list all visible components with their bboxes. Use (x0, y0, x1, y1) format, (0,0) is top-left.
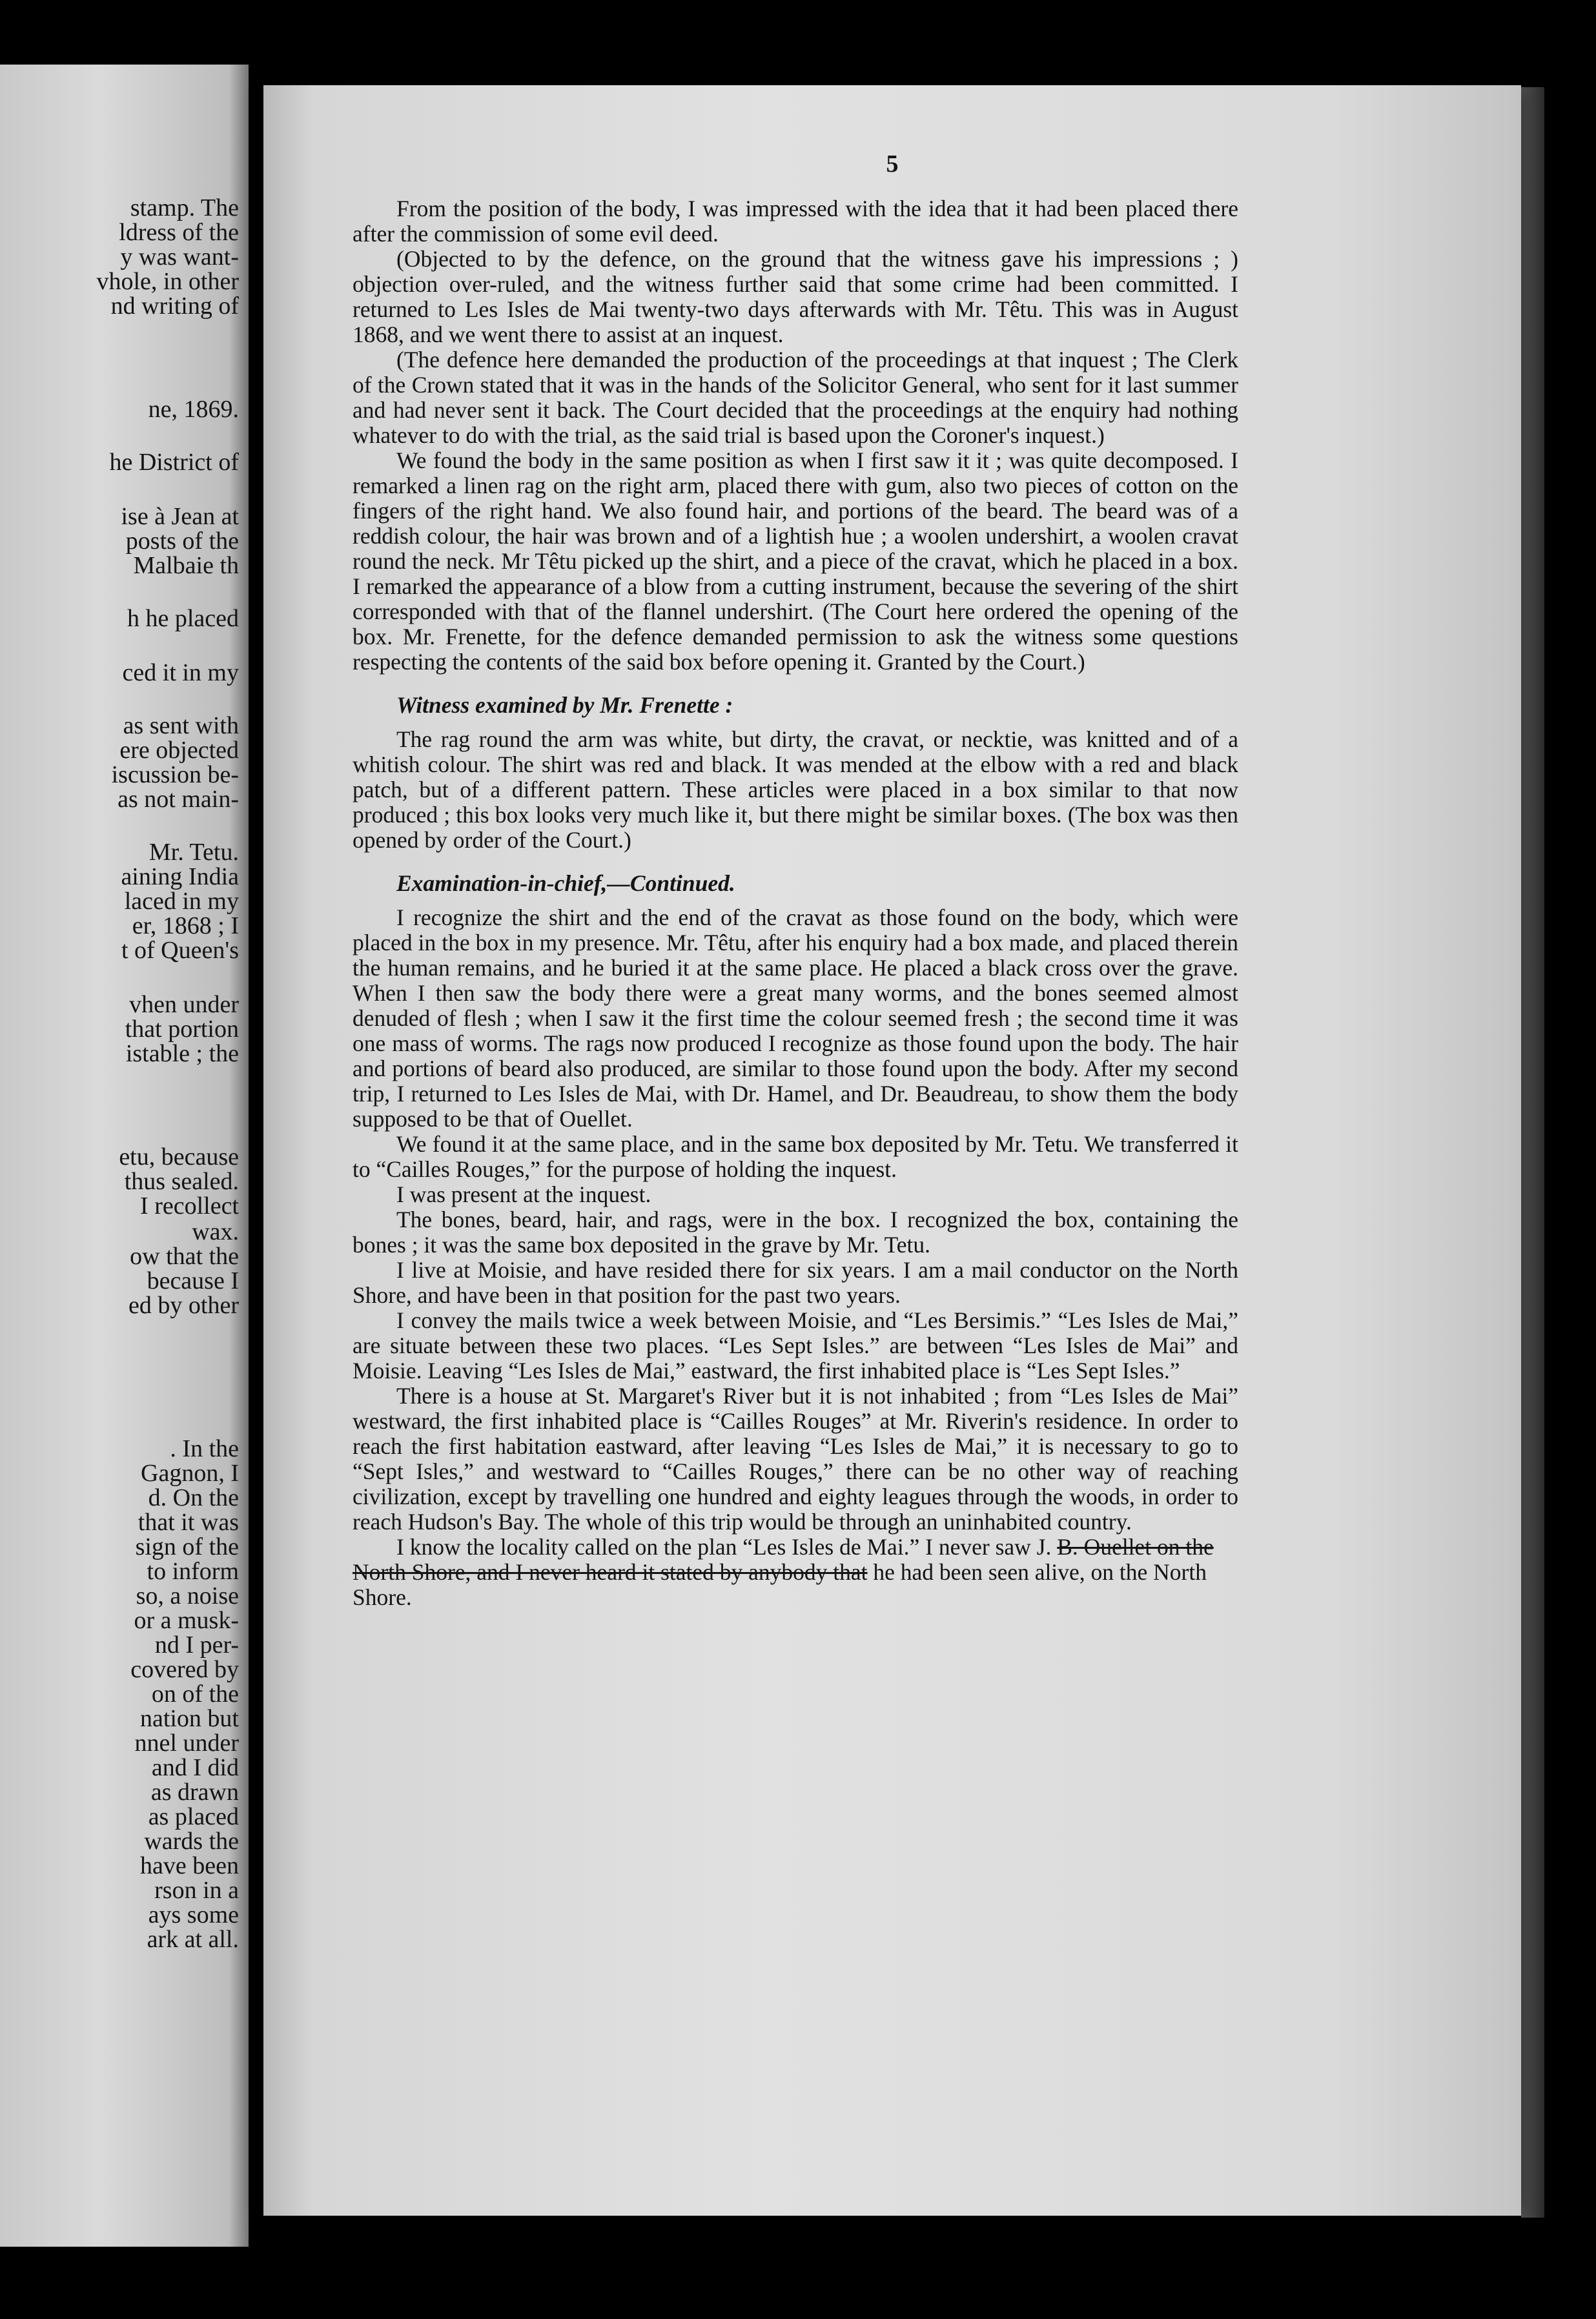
paragraph: There is a house at St. Margaret's River but it is not inhabited ; from “Les Isles de Mai” westward, the first inhabited place is “Cailles Rouges” at Mr. Riverin's residence. In order to reach the first habitation eastward, after leaving “Les Isles de Mai,” it is necessary to go to “Sept Isles,” and westward to “Cailles Rouges,” there can be no other way of reaching civilization, except by travelling one hundred and eighty leagues through the woods, in order to reach Hudson's Bay. The whole of this trip would be through an uninhabited country. (353, 1383, 1238, 1535)
previous-page-line: . In the (170, 1435, 239, 1462)
previous-page-line: Malbaie th (133, 552, 239, 579)
previous-page-line: vhen under (129, 991, 239, 1018)
previous-page-fragment (0, 65, 249, 2247)
previous-page-line: and I did (151, 1754, 239, 1781)
previous-page-line: because I (147, 1267, 239, 1294)
previous-page-line: ced it in my (122, 659, 239, 686)
previous-page-line: y was want- (120, 243, 239, 271)
paragraph: We found it at the same place, and in the same box deposited by Mr. Tetu. We transferred it to “Cailles Rouges,” for the purpose of holding the inquest. (353, 1131, 1238, 1182)
previous-page-line: ne, 1869. (148, 396, 239, 423)
previous-page-line: I recollect (140, 1192, 239, 1220)
previous-page-line: that portion (125, 1016, 239, 1043)
final-paragraph-start: I know the locality called on the plan “Les Isles de Mai.” I never saw J. (396, 1534, 1052, 1560)
previous-page-line: nation but (139, 1705, 239, 1732)
paragraph: I was present at the inquest. (396, 1181, 651, 1207)
previous-page-line: d. On the (148, 1484, 239, 1511)
previous-page-line: so, a noise (136, 1582, 239, 1609)
previous-page-line: ays some (148, 1901, 239, 1928)
previous-page-line: etu, because (119, 1143, 239, 1170)
previous-page-line: er, 1868 ; I (132, 912, 239, 939)
final-paragraph (353, 1535, 1238, 1610)
previous-page-line: covered by (130, 1656, 239, 1683)
struck-through-text: B. Ouellet on the North Shore, and I never heard it stated by anybody that (353, 1534, 1214, 1585)
page-number: 5 (886, 150, 899, 178)
previous-page-line: laced in my (124, 888, 239, 915)
previous-page-line: as sent with (123, 712, 239, 739)
previous-page-line: ere objected (119, 737, 239, 764)
previous-page-line: he District of (109, 449, 239, 476)
previous-page-line: as not main- (118, 786, 239, 813)
paragraph: The rag round the arm was white, but dirty, the cravat, or necktie, was knitted and of a whitish colour. The shirt was red and black. It was mended at the elbow with a red and black patch, but of a different pattern. These articles were placed in a box similar to that now produced ; this box looks very much like it, but there might be similar boxes. (The box was then opened by order of the Court.) (353, 726, 1238, 853)
previous-page-line: or a musk- (134, 1607, 239, 1634)
previous-page-line: istable ; the (125, 1040, 239, 1067)
previous-page-line: iscussion be- (111, 761, 239, 788)
previous-page-line: Mr. Tetu. (148, 839, 239, 866)
final-paragraph-end: he had been seen alive, on the North Shore. (353, 1559, 1207, 1610)
previous-page-line: as placed (148, 1803, 239, 1830)
previous-page-line: wards the (144, 1828, 239, 1855)
page-body (353, 196, 1238, 1610)
page-edge-shadow (1521, 87, 1544, 2218)
paragraph: We found the body in the same position as when I first saw it it ; was quite decomposed. I remarked a linen rag on the right arm, placed there with gum, also two pieces of cotton on the fingers of the right hand. We also found hair, and portions of the beard. The beard was of a reddish colour, the hair was brown and of a lightish hue ; a woolen undershirt, a woolen cravat round the neck. Mr Têtu picked up the shirt, and a piece of the cravat, which he placed in a box. I remarked the appearance of a blow from a cutting instrument, because the severing of the shirt corresponded with that of the flannel undershirt. (The Court here ordered the opening of the box. Mr. Frenette, for the defence demanded permission to ask the witness some questions respecting the contents of the said box before opening it. Granted by the Court.) (353, 447, 1238, 675)
paragraph: I recognize the shirt and the end of the cravat as those found on the body, which were placed in the box in my presence. Mr. Têtu, after his enquiry had a box made, and placed therein the human remains, and he buried it at the same place. He placed a black cross over the grave. When I then saw the body there were a great many worms, and the bones seemed almost denuded of flesh ; when I saw it the first time the colour seemed fresh ; the second time it was one mass of worms. The rags now produced I recognize as those found upon the body. The hair and portions of beard also produced, are similar to those found upon the body. After my second trip, I returned to Les Isles de Mai, with Dr. Hamel, and Dr. Beaudreau, to show them the body supposed to be that of Ouellet. (353, 904, 1238, 1132)
previous-page-line: vhole, in other (96, 268, 239, 295)
previous-page-line: that it was (138, 1509, 239, 1536)
paragraph: The bones, beard, hair, and rags, were in the box. I recognized the box, containing the bones ; it was the same box deposited in the grave by Mr. Tetu. (353, 1207, 1238, 1258)
paragraph: From the position of the body, I was impressed with the idea that it had been placed there after the commission of some evil deed. (353, 196, 1238, 247)
previous-page-line: ed by other (128, 1292, 239, 1319)
previous-page-line: wax. (192, 1218, 239, 1245)
previous-page-line: nd writing of (110, 292, 239, 320)
paragraph: (Objected to by the defence, on the ground that the witness gave his impressions ; ) objection over-ruled, and the witness further said that some crime had been committed. I returned to Les Isles de Mai twenty-two days afterwards with Mr. Têtu. This was in August 1868, and we went there to assist at an inquest. (353, 246, 1238, 347)
previous-page-line: on of the (151, 1681, 239, 1708)
previous-page-line: ow that the (130, 1243, 239, 1270)
previous-page-line: nnel under (134, 1730, 239, 1757)
paragraph: I convey the mails twice a week between Moisie, and “Les Bersimis.” “Les Isles de Mai,” are situate between these two places. “Les Sept Isles.” are between “Les Isles de Mai” and Moisie. Leaving “Les Isles de Mai,” eastward, the first inhabited place is “Les Sept Isles.” (353, 1307, 1238, 1384)
section-heading: Witness examined by Mr. Frenette : (396, 692, 733, 718)
paragraph: I live at Moisie, and have resided there for six years. I am a mail conductor on the North Shore, and have been in that position for the past two years. (353, 1257, 1238, 1308)
previous-page-line: posts of the (125, 527, 239, 555)
previous-page-line: ldress of the (119, 219, 239, 246)
previous-page-line: aining India (121, 863, 239, 890)
previous-page-line: have been (140, 1852, 239, 1879)
previous-page-line: rson in a (154, 1877, 239, 1904)
previous-page-line: nd I per- (154, 1631, 239, 1659)
document-page (263, 85, 1521, 2216)
previous-page-line: stamp. The (130, 194, 239, 221)
previous-page-line: as drawn (150, 1779, 239, 1806)
previous-page-line: thus sealed. (124, 1168, 239, 1195)
section-heading: Examination-in-chief,—Continued. (396, 870, 735, 896)
previous-page-line: h he placed (127, 605, 239, 632)
previous-page-line: to inform (147, 1558, 239, 1585)
previous-page-line: t of Queen's (121, 937, 239, 964)
previous-page-line: Gagnon, I (141, 1460, 239, 1487)
previous-page-line: ark at all. (147, 1926, 239, 1953)
paragraph: (The defence here demanded the production of the proceedings at that inquest ; The Clerk of the Crown stated that it was in the hands of the Solicitor General, who sent for it last summer and had never sent it back. The Court decided that the proceedings at the enquiry had nothing whatever to do with the trial, as the said trial is based upon the Coroner's inquest.) (353, 347, 1238, 448)
previous-page-line: ise à Jean at (121, 503, 239, 530)
previous-page-line: sign of the (135, 1533, 239, 1560)
